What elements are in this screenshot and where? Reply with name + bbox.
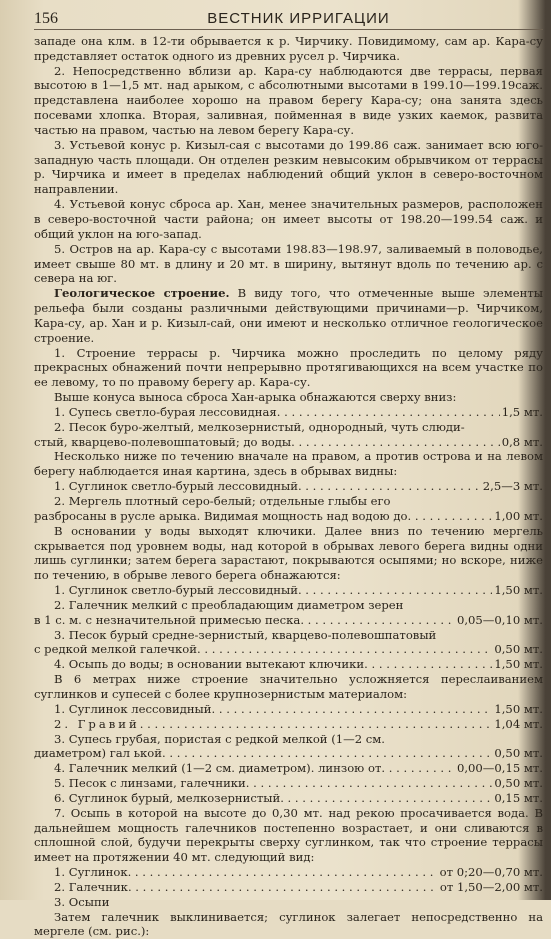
layer-row: 1. Супесь светло-бурая лессовидная . . . 1,5 мт. [34,405,543,420]
layer-row: 4. Галечник мелкий (1—2 см. диаметром). линзою от . . . 0,00—0,15 мт. [34,761,543,776]
layer-row: 1. Суглинок лессовидный . . . 1,50 мт. [34,702,543,717]
layer-row: 1. Суглинок светло-бурый лессовидный . . . 2,5—3 мт. [34,479,543,494]
layer-row: диаметром) гал ькой . . . 0,50 мт. [34,746,543,761]
layer-row: 5. Песок с линзами, галечники . . . 0,50 мт. [34,776,543,791]
running-title: ВЕСТНИК ИРРИГАЦИИ [207,10,390,27]
page-header [34,12,543,30]
layer-line: 3. Осыпи [54,894,110,909]
paragraph: 5. Остров на ар. Кара-су с высотами 198.83—198.97, заливаемый в половодье, имеет свыше 80 мт. в длину и 20 мт. в ширину, вытянут вдоль по течению ар. с севера на юг. [34,241,543,286]
layer-row: разбросаны в русле арыка. Видимая мощность над водою до . . . 1,00 мт. [34,509,543,524]
layer-row: 1. Суглинок . . . от 0;20—0,70 мт. [34,865,543,880]
layer-line: 2. Песок буро-желтый, мелкозернистый, однородный, чуть слюди- [54,419,465,434]
paragraph: 3. Устьевой конус р. Кизыл-сая с высотами до 199.86 саж. занимает всю юго-западную часть площади. Он отделен резким невысоким обрывчиком от террасы р. Чирчика и имеет в пределах наблюдений общий уклон в северо-восточном направлении. [34,137,543,197]
paragraph: 2. Непосредственно вблизи ар. Кара-су наблюдаются две террасы, первая высотою в 1—1,5 мт. над арыком, с абсолютными высотами в 199.10—199.19саж. представлена наиболее хорошо на правом берегу Кара-су; она занята здесь посевами хлопка. Вторая, заливная, пойменная в виде узких каемок, развита частью на правом, частью на левом берегу Кара-су. [34,63,543,137]
layer-row: 2. Гравий . . . 1,04 мт. [34,717,543,732]
layer-row: 1. Суглинок светло-бурый лессовидный . . . 1,50 мт. [34,583,543,598]
layer-row: с редкой мелкой галечкой . . . 0,50 мт. [34,642,543,657]
paragraph: В основании у воды выходят ключики. Далее вниз по течению мергель скрывается под уровнем воды, над которой в обрывах левого берега видны одни лишь суглинки; затем берега зарастают, покрываются осыпями; но вскоре, ниже по течению, в обрыве левого берега обнажаются: [34,523,543,583]
layer-row: 4. Осыпь до воды; в основании вытекают ключики . . . 1,50 мт. [34,657,543,672]
paragraph: 1. Строение террасы р. Чирчика можно проследить по целому ряду прекрасных обнажений почти непрерывно протягивающихся на всем участке по ее левому, то по правому берегу ар. Кара-су. [34,345,543,390]
layer-row: в 1 с. м. с незначительной примесью песка . . . 0,05—0,10 мт. [34,613,543,628]
layer-line: 3. Супесь грубая, пористая с редкой мелкой (1—2 см. [54,731,385,746]
paragraph [34,286,543,345]
paragraph: Несколько ниже по течению вначале на правом, а против острова и на левом берегу наблюдается иная картина, здесь в обрывах видны: [34,449,543,479]
layer-line: 2. Галечник мелкий с преобладающим диаметром зерен [54,597,404,612]
paragraph: 4. Устьевой конус сброса ар. Хан, менее значительных размеров, расположен в северо-восточной части района; он имеет высоты от 198.20—199.54 саж. и общий уклон на юго-запад. [34,197,543,241]
paragraph: Затем галечник выклинивается; суглинок залегает непосредственно на мергеле (см. рис.): [34,909,543,939]
section-heading: Геологическое строение. [54,286,230,301]
paragraph: 7. Осыпь в которой на высоте до 0,30 мт. над рекою просачивается вода. В дальнейшем мощность галечников постепенно возрастает, и они сливаются в сплошной слой, будучи перекрыты сверху суглинком, так что строение террасы имеет на протяжении 40 мт. следующий вид: [34,805,543,865]
layer-row: 6. Суглинок бурый, мелкозернистый . . . 0,15 мт. [34,791,543,806]
layer-row: 2. Галечник . . . от 1,50—2,00 мт. [34,880,543,895]
page-number: 156 [34,10,58,27]
layer-row: стый, кварцево-полевошпатовый; до воды . . . 0,8 мт. [34,435,543,450]
layer-line: 3. Песок бурый средне-зернистый, кварцево-полевошпатовый [54,627,437,642]
paragraph: западе она клм. в 12-ти обрывается к р. Чирчику. Повидимому, сам ар. Кара-су представляет остаток одного из древних русел р. Чирчика. [34,33,543,63]
paragraph: Выше конуса выноса сброса Хан-арыка обнажаются сверху вниз: [54,390,457,405]
layer-line: 2. Мергель плотный серо-белый; отдельные глыбы его [54,494,391,508]
paragraph-text: В виду того, что отмеченные выше элементы рельефа были созданы различными действующими причинами—р. Чирчиком, Кара-су, ар. Хан и р. Кизыл-сай, они имеют и несколько отличное геологическое строение. [34,286,543,345]
paragraph: В 6 метрах ниже строение значительно усложняется переслаиванием суглинков и супесей с более крупнозернистым материалом: [34,672,543,701]
